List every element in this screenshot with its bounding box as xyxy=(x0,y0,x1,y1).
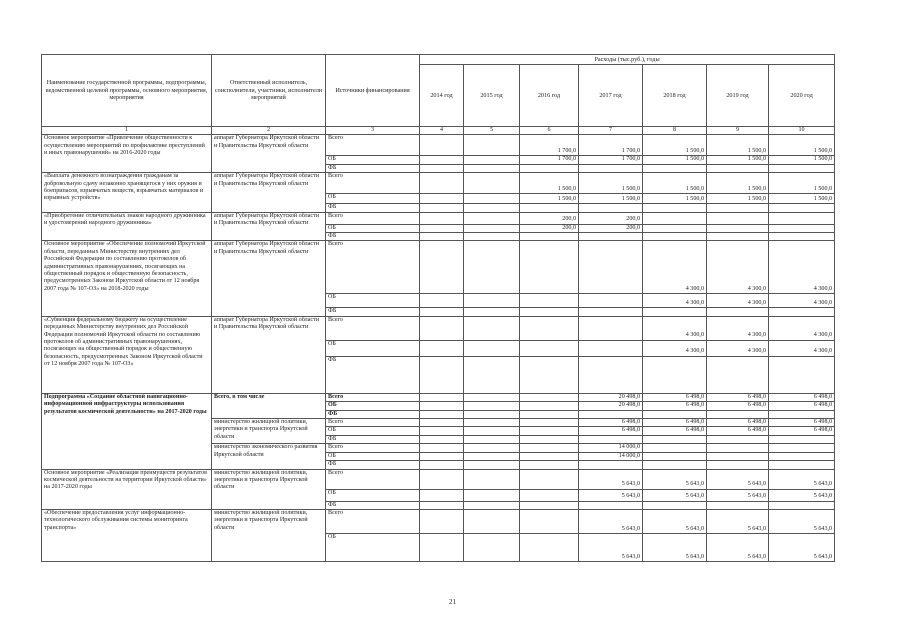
amount-cell xyxy=(464,164,520,172)
amount-cell xyxy=(643,356,707,393)
amount-cell: 6 498,0 xyxy=(643,427,707,435)
header-year: 2016 год xyxy=(520,65,579,127)
amount-cell xyxy=(420,427,464,435)
funding-source-cell: ФБ xyxy=(326,461,420,469)
column-number: 9 xyxy=(707,127,769,135)
program-name-cell: «Приобретение отличительных знаков народного дружинника и удостоверений народного дружинника» xyxy=(42,212,212,241)
amount-cell xyxy=(643,204,707,212)
funding-source-cell: ОБ xyxy=(326,427,420,435)
header-row-numbers xyxy=(42,127,835,135)
amount-cell: 1 500,0 xyxy=(707,135,769,156)
funding-source-cell: ФБ xyxy=(326,356,420,393)
header-row-top xyxy=(42,55,835,65)
amount-cell: 6 498,0 xyxy=(579,427,643,435)
amount-cell xyxy=(520,469,579,489)
table-row xyxy=(42,212,835,224)
table-row xyxy=(42,469,835,489)
amount-cell xyxy=(464,410,520,418)
amount-cell xyxy=(420,241,464,294)
amount-cell: 4 300,0 xyxy=(707,241,769,294)
funding-source-cell: Всего xyxy=(326,173,420,194)
table-body xyxy=(42,55,835,562)
amount-cell: 4 300,0 xyxy=(643,340,707,356)
funding-source-cell: Всего xyxy=(326,212,420,224)
amount-cell xyxy=(707,308,769,316)
column-number: 3 xyxy=(326,127,420,135)
amount-cell xyxy=(707,501,769,509)
amount-cell: 20 498,0 xyxy=(579,393,643,401)
funding-source-cell: Всего xyxy=(326,241,420,294)
amount-cell xyxy=(643,224,707,232)
amount-cell: 200,0 xyxy=(520,212,579,224)
funding-source-cell: ФБ xyxy=(326,501,420,509)
amount-cell xyxy=(420,340,464,356)
amount-cell xyxy=(643,461,707,469)
amount-cell xyxy=(420,393,464,401)
amount-cell xyxy=(707,410,769,418)
amount-cell xyxy=(520,419,579,427)
amount-cell xyxy=(520,356,579,393)
amount-cell xyxy=(464,469,520,489)
amount-cell xyxy=(420,533,464,561)
funding-source-cell: Всего xyxy=(326,469,420,489)
funding-source-cell: ОБ xyxy=(326,194,420,204)
amount-cell: 1 700,0 xyxy=(520,135,579,156)
amount-cell xyxy=(643,452,707,460)
amount-cell: 4 300,0 xyxy=(643,241,707,294)
amount-cell xyxy=(464,316,520,340)
amount-cell xyxy=(464,204,520,212)
funding-source-cell: ОБ xyxy=(326,156,420,164)
amount-cell xyxy=(464,233,520,241)
amount-cell xyxy=(520,204,579,212)
amount-cell: 6 498,0 xyxy=(769,427,835,435)
executor-cell: аппарат Губернатора Иркутской области и Правительства Иркутской области xyxy=(212,212,326,241)
program-name-cell: Основное мероприятие «Реализация преимуществ результатов космической деятельности на территории Иркутской области» на 2017-2020 годы xyxy=(42,469,212,509)
funding-source-cell: ФБ xyxy=(326,308,420,316)
amount-cell: 4 300,0 xyxy=(707,294,769,308)
amount-cell: 4 300,0 xyxy=(707,316,769,340)
amount-cell xyxy=(464,156,520,164)
amount-cell xyxy=(420,156,464,164)
table-row xyxy=(42,241,835,294)
amount-cell xyxy=(707,452,769,460)
amount-cell xyxy=(520,489,579,501)
amount-cell xyxy=(464,224,520,232)
amount-cell xyxy=(464,241,520,294)
amount-cell xyxy=(464,402,520,410)
program-name-cell: Подпрограмма «Создание областной навигационно-информационной инфраструктуры использования результатов космической деятельности» на 2017-2020 годы xyxy=(42,393,212,469)
table-row xyxy=(42,173,835,194)
amount-cell xyxy=(464,489,520,501)
amount-cell: 5 643,0 xyxy=(707,489,769,501)
funding-source-cell: ФБ xyxy=(326,164,420,172)
amount-cell xyxy=(464,501,520,509)
amount-cell xyxy=(420,509,464,533)
amount-cell: 200,0 xyxy=(579,212,643,224)
funding-source-cell: ФБ xyxy=(326,410,420,418)
amount-cell: 6 498,0 xyxy=(643,419,707,427)
amount-cell xyxy=(464,435,520,443)
amount-cell: 4 300,0 xyxy=(643,294,707,308)
amount-cell: 5 643,0 xyxy=(579,489,643,501)
amount-cell: 1 700,0 xyxy=(520,156,579,164)
budget-table xyxy=(41,54,835,562)
amount-cell xyxy=(520,164,579,172)
header-executor: Ответственный исполнитель, соисполнители, участники, исполнители мероприятий xyxy=(212,55,326,127)
amount-cell: 4 300,0 xyxy=(769,316,835,340)
amount-cell: 1 500,0 xyxy=(520,173,579,194)
amount-cell: 20 498,0 xyxy=(579,402,643,410)
header-year: 2020 год xyxy=(769,65,835,127)
amount-cell xyxy=(464,393,520,401)
amount-cell xyxy=(769,308,835,316)
amount-cell: 1 500,0 xyxy=(707,173,769,194)
header-year: 2014 год xyxy=(420,65,464,127)
amount-cell: 6 498,0 xyxy=(769,402,835,410)
amount-cell xyxy=(520,233,579,241)
amount-cell xyxy=(520,393,579,401)
funding-source-cell: Всего xyxy=(326,316,420,340)
amount-cell xyxy=(643,410,707,418)
funding-source-cell: ОБ xyxy=(326,452,420,460)
amount-cell xyxy=(420,224,464,232)
column-number: 1 xyxy=(42,127,212,135)
amount-cell: 5 643,0 xyxy=(643,509,707,533)
amount-cell: 5 643,0 xyxy=(643,469,707,489)
amount-cell xyxy=(464,419,520,427)
amount-cell xyxy=(520,533,579,561)
amount-cell xyxy=(579,204,643,212)
column-number: 8 xyxy=(643,127,707,135)
executor-cell: Всего, в том числе xyxy=(212,393,326,418)
amount-cell: 5 643,0 xyxy=(769,489,835,501)
program-name-cell: «Субвенция федеральному бюджету на осуществление переданных Министерству внутренних дел Российской Федерации полномочий Иркутской области по составлению протоколов об административных правонарушениях, посягающих на общественный порядок и общественную безопасность, предусмотренных Законом Иркутской области от 12 ноября 2007 года № 107-ОЗ» xyxy=(42,316,212,393)
executor-cell: министерство жилищной политики, энергетики и транспорта Иркутской области xyxy=(212,509,326,561)
table-row xyxy=(42,135,835,156)
amount-cell xyxy=(420,410,464,418)
amount-cell xyxy=(520,308,579,316)
funding-source-cell: ОБ xyxy=(326,294,420,308)
amount-cell xyxy=(420,402,464,410)
amount-cell xyxy=(520,435,579,443)
amount-cell: 6 498,0 xyxy=(579,419,643,427)
amount-cell xyxy=(464,340,520,356)
amount-cell: 1 500,0 xyxy=(579,173,643,194)
amount-cell xyxy=(420,444,464,452)
header-funding-source: Источники финансирования xyxy=(326,55,420,127)
amount-cell xyxy=(520,444,579,452)
amount-cell xyxy=(769,356,835,393)
amount-cell xyxy=(707,356,769,393)
amount-cell: 6 498,0 xyxy=(643,402,707,410)
amount-cell xyxy=(464,533,520,561)
amount-cell xyxy=(464,356,520,393)
amount-cell: 1 500,0 xyxy=(707,194,769,204)
amount-cell xyxy=(707,204,769,212)
amount-cell xyxy=(520,427,579,435)
header-year: 2019 год xyxy=(707,65,769,127)
amount-cell xyxy=(420,435,464,443)
amount-cell: 4 300,0 xyxy=(769,241,835,294)
amount-cell xyxy=(520,509,579,533)
funding-source-cell: ОБ xyxy=(326,533,420,561)
funding-source-cell: ОБ xyxy=(326,340,420,356)
funding-source-cell: ФБ xyxy=(326,204,420,212)
amount-cell xyxy=(643,501,707,509)
amount-cell: 4 300,0 xyxy=(769,340,835,356)
executor-cell: министерство экономического развития Иркутской области xyxy=(212,444,326,469)
amount-cell xyxy=(520,452,579,460)
amount-cell: 4 300,0 xyxy=(769,294,835,308)
amount-cell xyxy=(643,233,707,241)
amount-cell xyxy=(464,461,520,469)
amount-cell: 4 300,0 xyxy=(643,316,707,340)
amount-cell: 5 643,0 xyxy=(769,533,835,561)
column-number: 7 xyxy=(579,127,643,135)
amount-cell xyxy=(579,410,643,418)
header-year: 2018 год xyxy=(643,65,707,127)
amount-cell xyxy=(707,233,769,241)
amount-cell xyxy=(579,316,643,340)
budget-table-sheet xyxy=(41,54,834,562)
amount-cell: 5 643,0 xyxy=(707,533,769,561)
program-name-cell: Основное мероприятие «Привлечение общественности к осуществлению мероприятий по профилактике преступлений и иных правонарушений» на 2016-2020 годы xyxy=(42,135,212,173)
amount-cell xyxy=(464,308,520,316)
amount-cell xyxy=(420,461,464,469)
funding-source-cell: ОБ xyxy=(326,224,420,232)
amount-cell xyxy=(520,501,579,509)
amount-cell xyxy=(420,316,464,340)
amount-cell: 6 498,0 xyxy=(707,393,769,401)
amount-cell xyxy=(769,212,835,224)
amount-cell xyxy=(420,194,464,204)
amount-cell: 5 643,0 xyxy=(707,469,769,489)
amount-cell xyxy=(464,135,520,156)
amount-cell: 14 000,0 xyxy=(579,452,643,460)
program-name-cell: «Выплата денежного вознаграждения гражданам за добровольную сдачу незаконно хранящегося у них оружия и боеприпасов, взрывчатых веществ, взрывчатых материалов и взрывных устройств» xyxy=(42,173,212,212)
amount-cell: 1 500,0 xyxy=(643,173,707,194)
amount-cell: 5 643,0 xyxy=(707,509,769,533)
amount-cell xyxy=(707,461,769,469)
amount-cell xyxy=(464,444,520,452)
amount-cell: 5 643,0 xyxy=(769,509,835,533)
program-name-cell: «Обеспечение предоставления услуг информационно-технологического обслуживания системы мониторинга транспорта» xyxy=(42,509,212,561)
amount-cell: 200,0 xyxy=(579,224,643,232)
amount-cell xyxy=(420,204,464,212)
amount-cell xyxy=(707,444,769,452)
amount-cell: 1 500,0 xyxy=(769,135,835,156)
funding-source-cell: ОБ xyxy=(326,402,420,410)
amount-cell xyxy=(769,224,835,232)
amount-cell xyxy=(769,461,835,469)
funding-source-cell: Всего xyxy=(326,509,420,533)
amount-cell xyxy=(464,452,520,460)
amount-cell: 5 643,0 xyxy=(579,509,643,533)
amount-cell xyxy=(520,402,579,410)
amount-cell xyxy=(464,212,520,224)
amount-cell xyxy=(769,410,835,418)
amount-cell xyxy=(643,212,707,224)
amount-cell xyxy=(464,294,520,308)
amount-cell xyxy=(520,316,579,340)
amount-cell xyxy=(643,435,707,443)
amount-cell xyxy=(520,340,579,356)
amount-cell xyxy=(579,164,643,172)
amount-cell xyxy=(420,233,464,241)
amount-cell xyxy=(769,444,835,452)
amount-cell: 5 643,0 xyxy=(579,533,643,561)
funding-source-cell: ФБ xyxy=(326,233,420,241)
executor-cell: аппарат Губернатора Иркутской области и Правительства Иркутской области xyxy=(212,241,326,316)
amount-cell: 6 498,0 xyxy=(769,419,835,427)
amount-cell xyxy=(707,212,769,224)
amount-cell xyxy=(420,135,464,156)
amount-cell: 6 498,0 xyxy=(707,402,769,410)
amount-cell: 1 500,0 xyxy=(643,135,707,156)
header-program-name: Наименование государственной программы, подпрограммы, ведомственной целевой программы, основного мероприятия, мероприятия xyxy=(42,55,212,127)
column-number: 2 xyxy=(212,127,326,135)
amount-cell: 1 500,0 xyxy=(579,194,643,204)
amount-cell xyxy=(579,294,643,308)
amount-cell xyxy=(579,233,643,241)
amount-cell xyxy=(769,435,835,443)
executor-cell: министерство жилищной политики, энергетики и транспорта Иркутской области xyxy=(212,419,326,444)
amount-cell: 1 500,0 xyxy=(643,156,707,164)
amount-cell xyxy=(420,294,464,308)
amount-cell: 14 000,0 xyxy=(579,444,643,452)
amount-cell: 6 498,0 xyxy=(769,393,835,401)
amount-cell xyxy=(579,356,643,393)
amount-cell xyxy=(643,164,707,172)
amount-cell: 1 500,0 xyxy=(707,156,769,164)
amount-cell xyxy=(420,356,464,393)
executor-cell: аппарат Губернатора Иркутской области и Правительства Иркутской области xyxy=(212,135,326,173)
amount-cell xyxy=(420,452,464,460)
funding-source-cell: Всего xyxy=(326,419,420,427)
amount-cell xyxy=(769,233,835,241)
amount-cell xyxy=(643,308,707,316)
page-number: 21 xyxy=(449,598,456,606)
amount-cell xyxy=(520,410,579,418)
amount-cell: 1 500,0 xyxy=(769,173,835,194)
amount-cell xyxy=(579,435,643,443)
table-row xyxy=(42,316,835,340)
amount-cell xyxy=(579,501,643,509)
funding-source-cell: Всего xyxy=(326,393,420,401)
amount-cell: 6 498,0 xyxy=(707,427,769,435)
amount-cell: 6 498,0 xyxy=(643,393,707,401)
amount-cell xyxy=(420,212,464,224)
amount-cell xyxy=(579,241,643,294)
amount-cell: 200,0 xyxy=(520,224,579,232)
amount-cell: 5 643,0 xyxy=(769,469,835,489)
amount-cell xyxy=(464,427,520,435)
amount-cell: 5 643,0 xyxy=(643,533,707,561)
amount-cell xyxy=(769,164,835,172)
amount-cell xyxy=(520,241,579,294)
column-number: 5 xyxy=(464,127,520,135)
table-row xyxy=(42,509,835,533)
amount-cell xyxy=(420,308,464,316)
amount-cell: 5 643,0 xyxy=(643,489,707,501)
executor-cell: министерство жилищной политики, энергетики и транспорта Иркутской области xyxy=(212,469,326,509)
amount-cell xyxy=(420,469,464,489)
amount-cell xyxy=(707,224,769,232)
amount-cell xyxy=(520,294,579,308)
header-year: 2017 год xyxy=(579,65,643,127)
amount-cell: 1 500,0 xyxy=(769,156,835,164)
executor-cell: аппарат Губернатора Иркутской области и Правительства Иркутской области xyxy=(212,173,326,212)
amount-cell: 1 700,0 xyxy=(579,156,643,164)
header-year: 2015 год xyxy=(464,65,520,127)
amount-cell xyxy=(420,489,464,501)
amount-cell: 1 500,0 xyxy=(643,194,707,204)
amount-cell xyxy=(769,452,835,460)
amount-cell xyxy=(707,164,769,172)
amount-cell xyxy=(520,461,579,469)
funding-source-cell: Всего xyxy=(326,444,420,452)
amount-cell xyxy=(420,419,464,427)
amount-cell xyxy=(420,173,464,194)
program-name-cell: Основное мероприятие «Обеспечение полномочий Иркутской области, переданных Министерству внутренних дел Российской Федерации по составлению протоколов об административных правонарушениях, посягающих на общественный порядок и общественную безопасность, предусмотренных Законом Иркутской области от 12 ноября 2007 года № 107-ОЗ» на 2018-2020 годы xyxy=(42,241,212,316)
amount-cell: 1 500,0 xyxy=(769,194,835,204)
amount-cell: 5 643,0 xyxy=(579,469,643,489)
header-expenses: Расходы (тыс.руб.), годы xyxy=(420,55,835,65)
amount-cell xyxy=(579,340,643,356)
amount-cell xyxy=(579,308,643,316)
column-number: 4 xyxy=(420,127,464,135)
amount-cell xyxy=(643,444,707,452)
amount-cell xyxy=(420,164,464,172)
amount-cell xyxy=(707,435,769,443)
amount-cell xyxy=(579,461,643,469)
funding-source-cell: ОБ xyxy=(326,489,420,501)
amount-cell xyxy=(464,194,520,204)
amount-cell: 1 500,0 xyxy=(520,194,579,204)
funding-source-cell: Всего xyxy=(326,135,420,156)
amount-cell: 6 498,0 xyxy=(707,419,769,427)
amount-cell xyxy=(464,173,520,194)
table-row xyxy=(42,393,835,401)
amount-cell: 1 700,0 xyxy=(579,135,643,156)
funding-source-cell: ФБ xyxy=(326,435,420,443)
column-number: 10 xyxy=(769,127,835,135)
amount-cell xyxy=(769,501,835,509)
amount-cell xyxy=(420,501,464,509)
amount-cell: 4 300,0 xyxy=(707,340,769,356)
column-number: 6 xyxy=(520,127,579,135)
amount-cell xyxy=(464,509,520,533)
executor-cell: аппарат Губернатора Иркутской области и Правительства Иркутской области xyxy=(212,316,326,393)
amount-cell xyxy=(769,204,835,212)
